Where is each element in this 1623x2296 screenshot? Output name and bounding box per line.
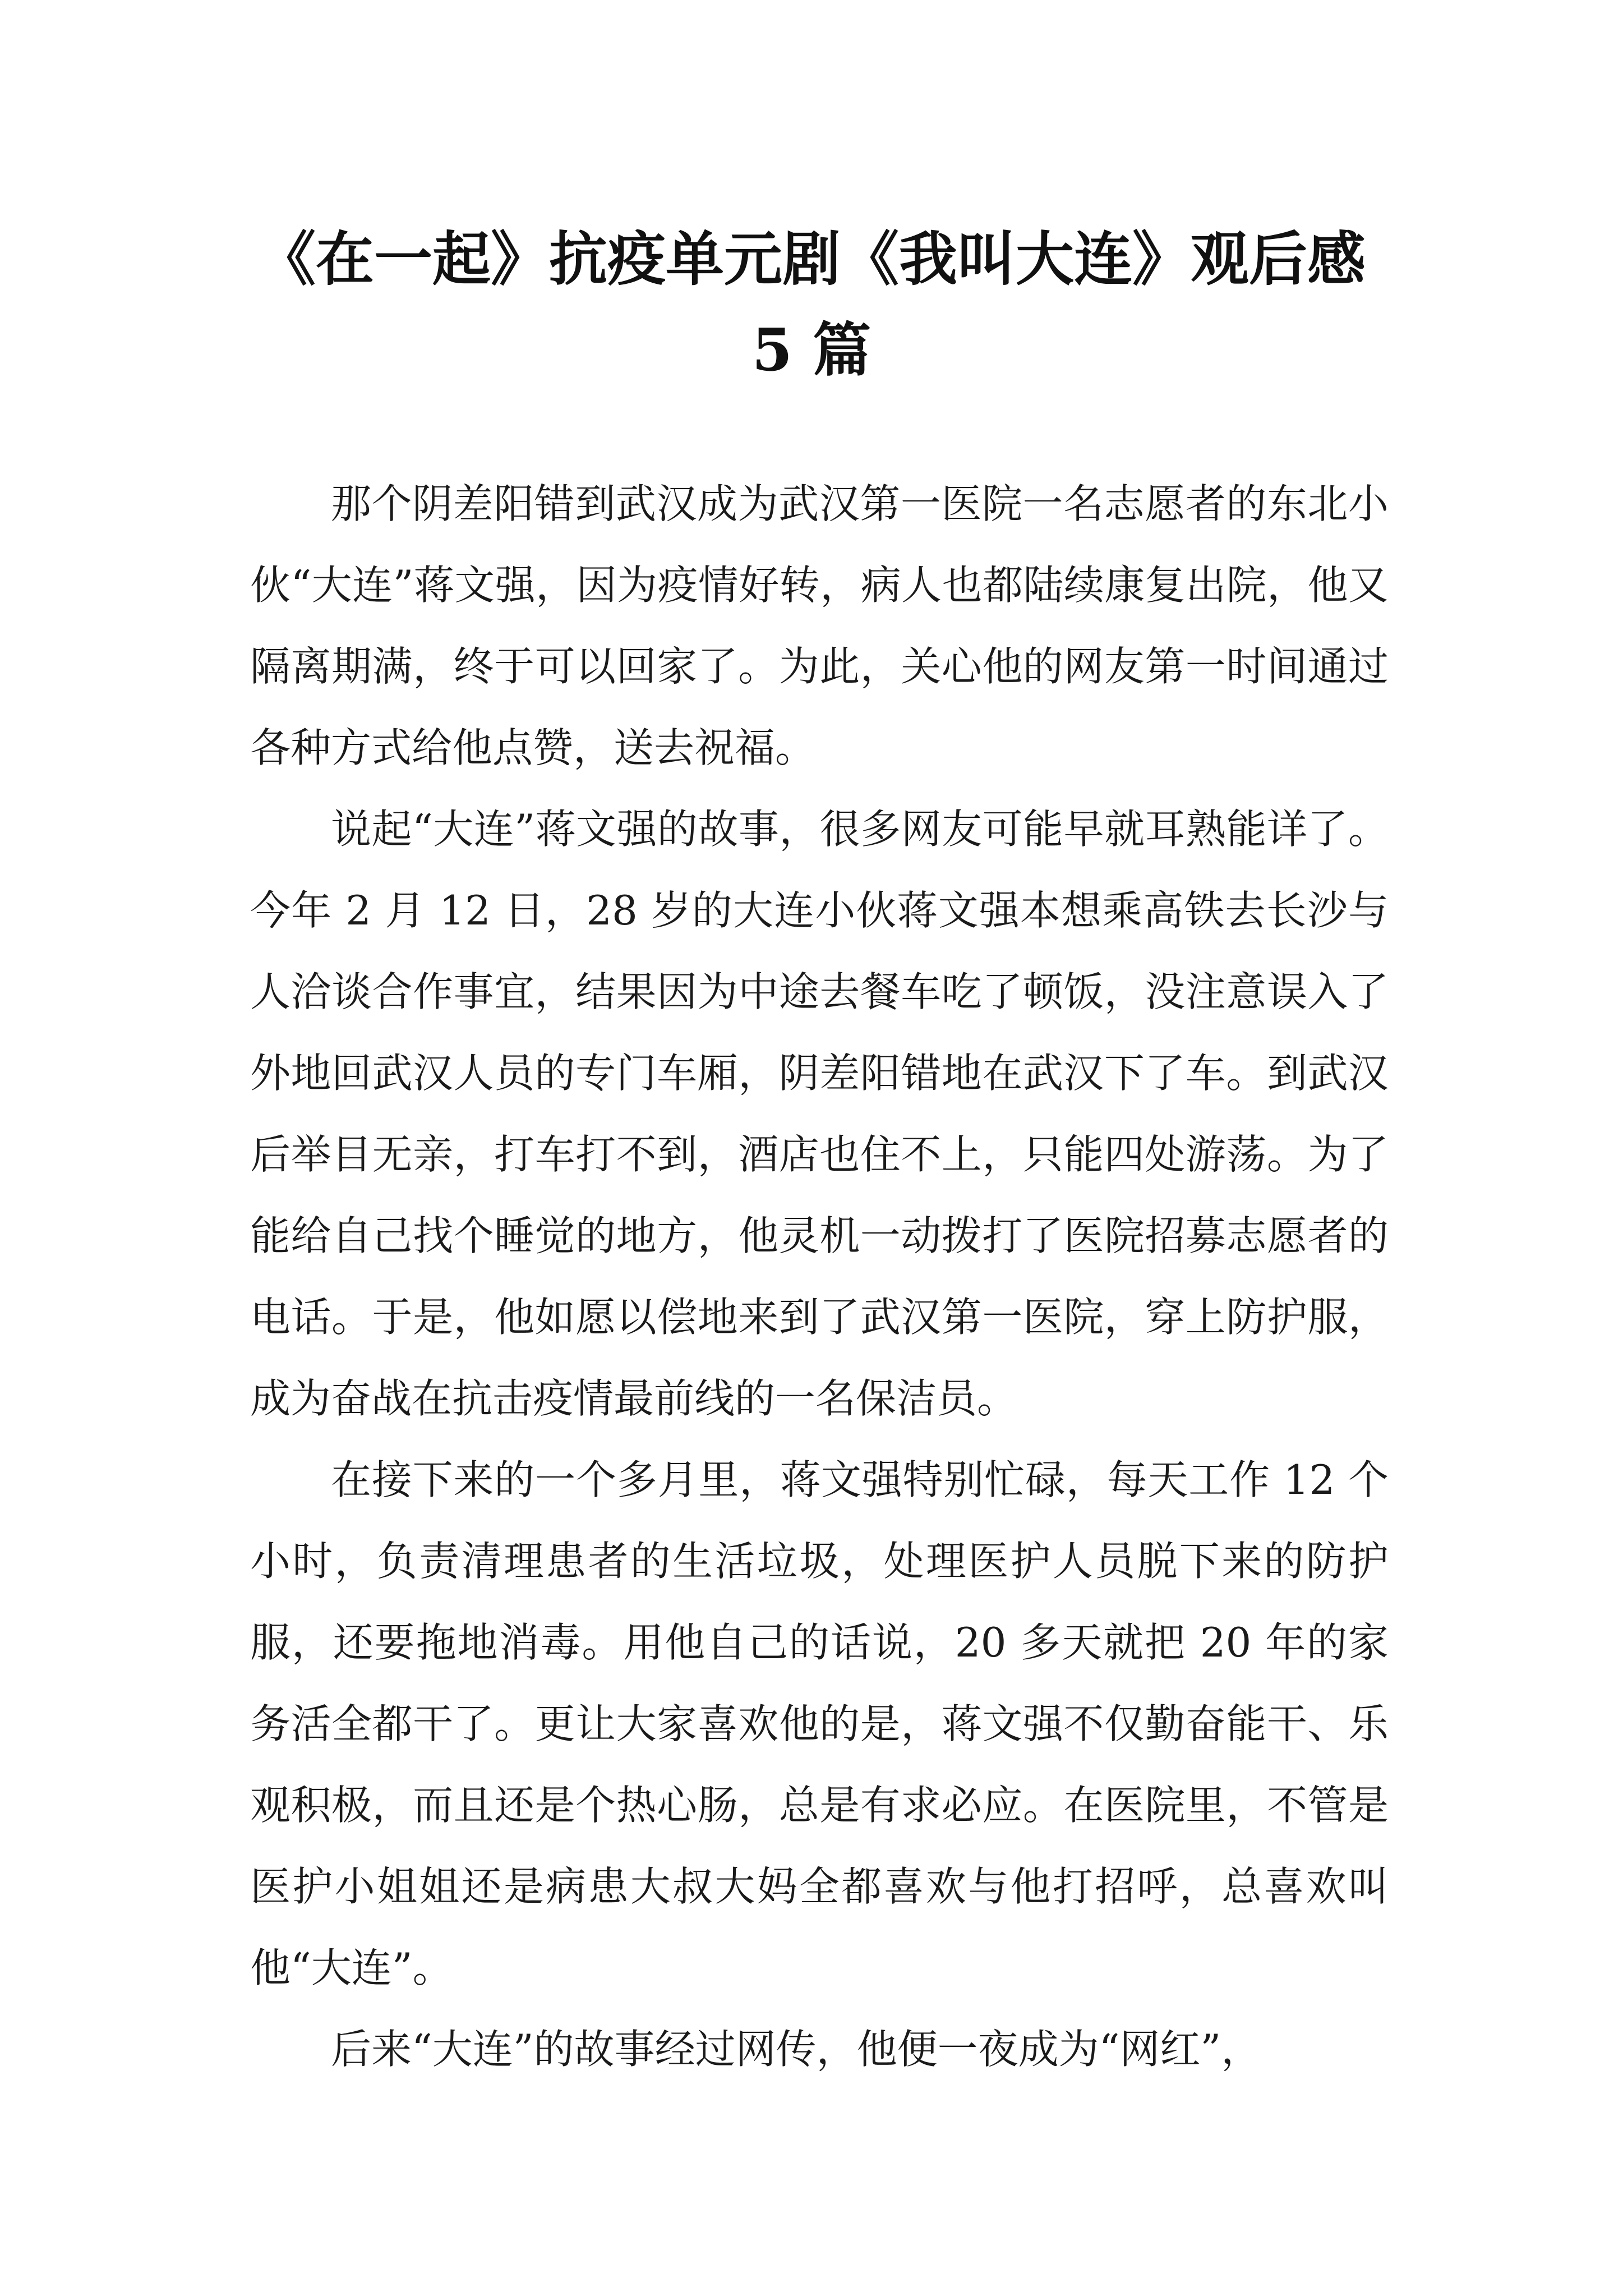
- paragraph-3: 在接下来的一个多月里，蒋文强特别忙碌，每天工作 12 个小时，负责清理患者的生活垃圾，处理医护人员脱下来的防护服，还要拖地消毒。用他自己的话说，20 多天就把 20 年的家务活全都干了。更让大家喜欢他的是，蒋文强不仅勤奋能干、乐观积极，而且还是个热心肠，总是有求必应。在医院里，不管是医护小姐姐还是病患大叔大妈全都喜欢与他打招呼，总喜欢叫他“大连”。: [250, 1456, 1389, 1991]
- document-body: [250, 463, 1389, 2090]
- title-line-2: 5 篇: [751, 315, 872, 385]
- document-title: [168, 224, 1455, 385]
- paragraph-4: 后来“大连”的故事经过网传，他便一夜成为“网红”，: [331, 2026, 1262, 2073]
- paragraph-2: 说起“大连”蒋文强的故事，很多网友可能早就耳熟能详了。今年 2 月 12 日，28 岁的大连小伙蒋文强本想乘高铁去长沙与人洽谈合作事宜，结果因为中途去餐车吃了顿饭，没注意误入了外地回武汉人员的专门车厢，阴差阳错地在武汉下了车。到武汉后举目无亲，打车打不到，酒店也住不上，只能四处游荡。为了能给自己找个睡觉的地方，他灵机一动拨打了医院招募志愿者的电话。于是，他如愿以偿地来到了武汉第一医院，穿上防护服，成为奋战在抗击疫情最前线的一名保洁员。: [250, 806, 1389, 1422]
- title-line-1: 《在一起》抗疫单元剧《我叫大连》观后感: [257, 224, 1366, 293]
- paragraph-1: 那个阴差阳错到武汉成为武汉第一医院一名志愿者的东北小伙“大连”蒋文强，因为疫情好转，病人也都陆续康复出院，他又隔离期满，终于可以回家了。为此，关心他的网友第一时间通过各种方式给他点赞，送去祝福。: [250, 480, 1389, 771]
